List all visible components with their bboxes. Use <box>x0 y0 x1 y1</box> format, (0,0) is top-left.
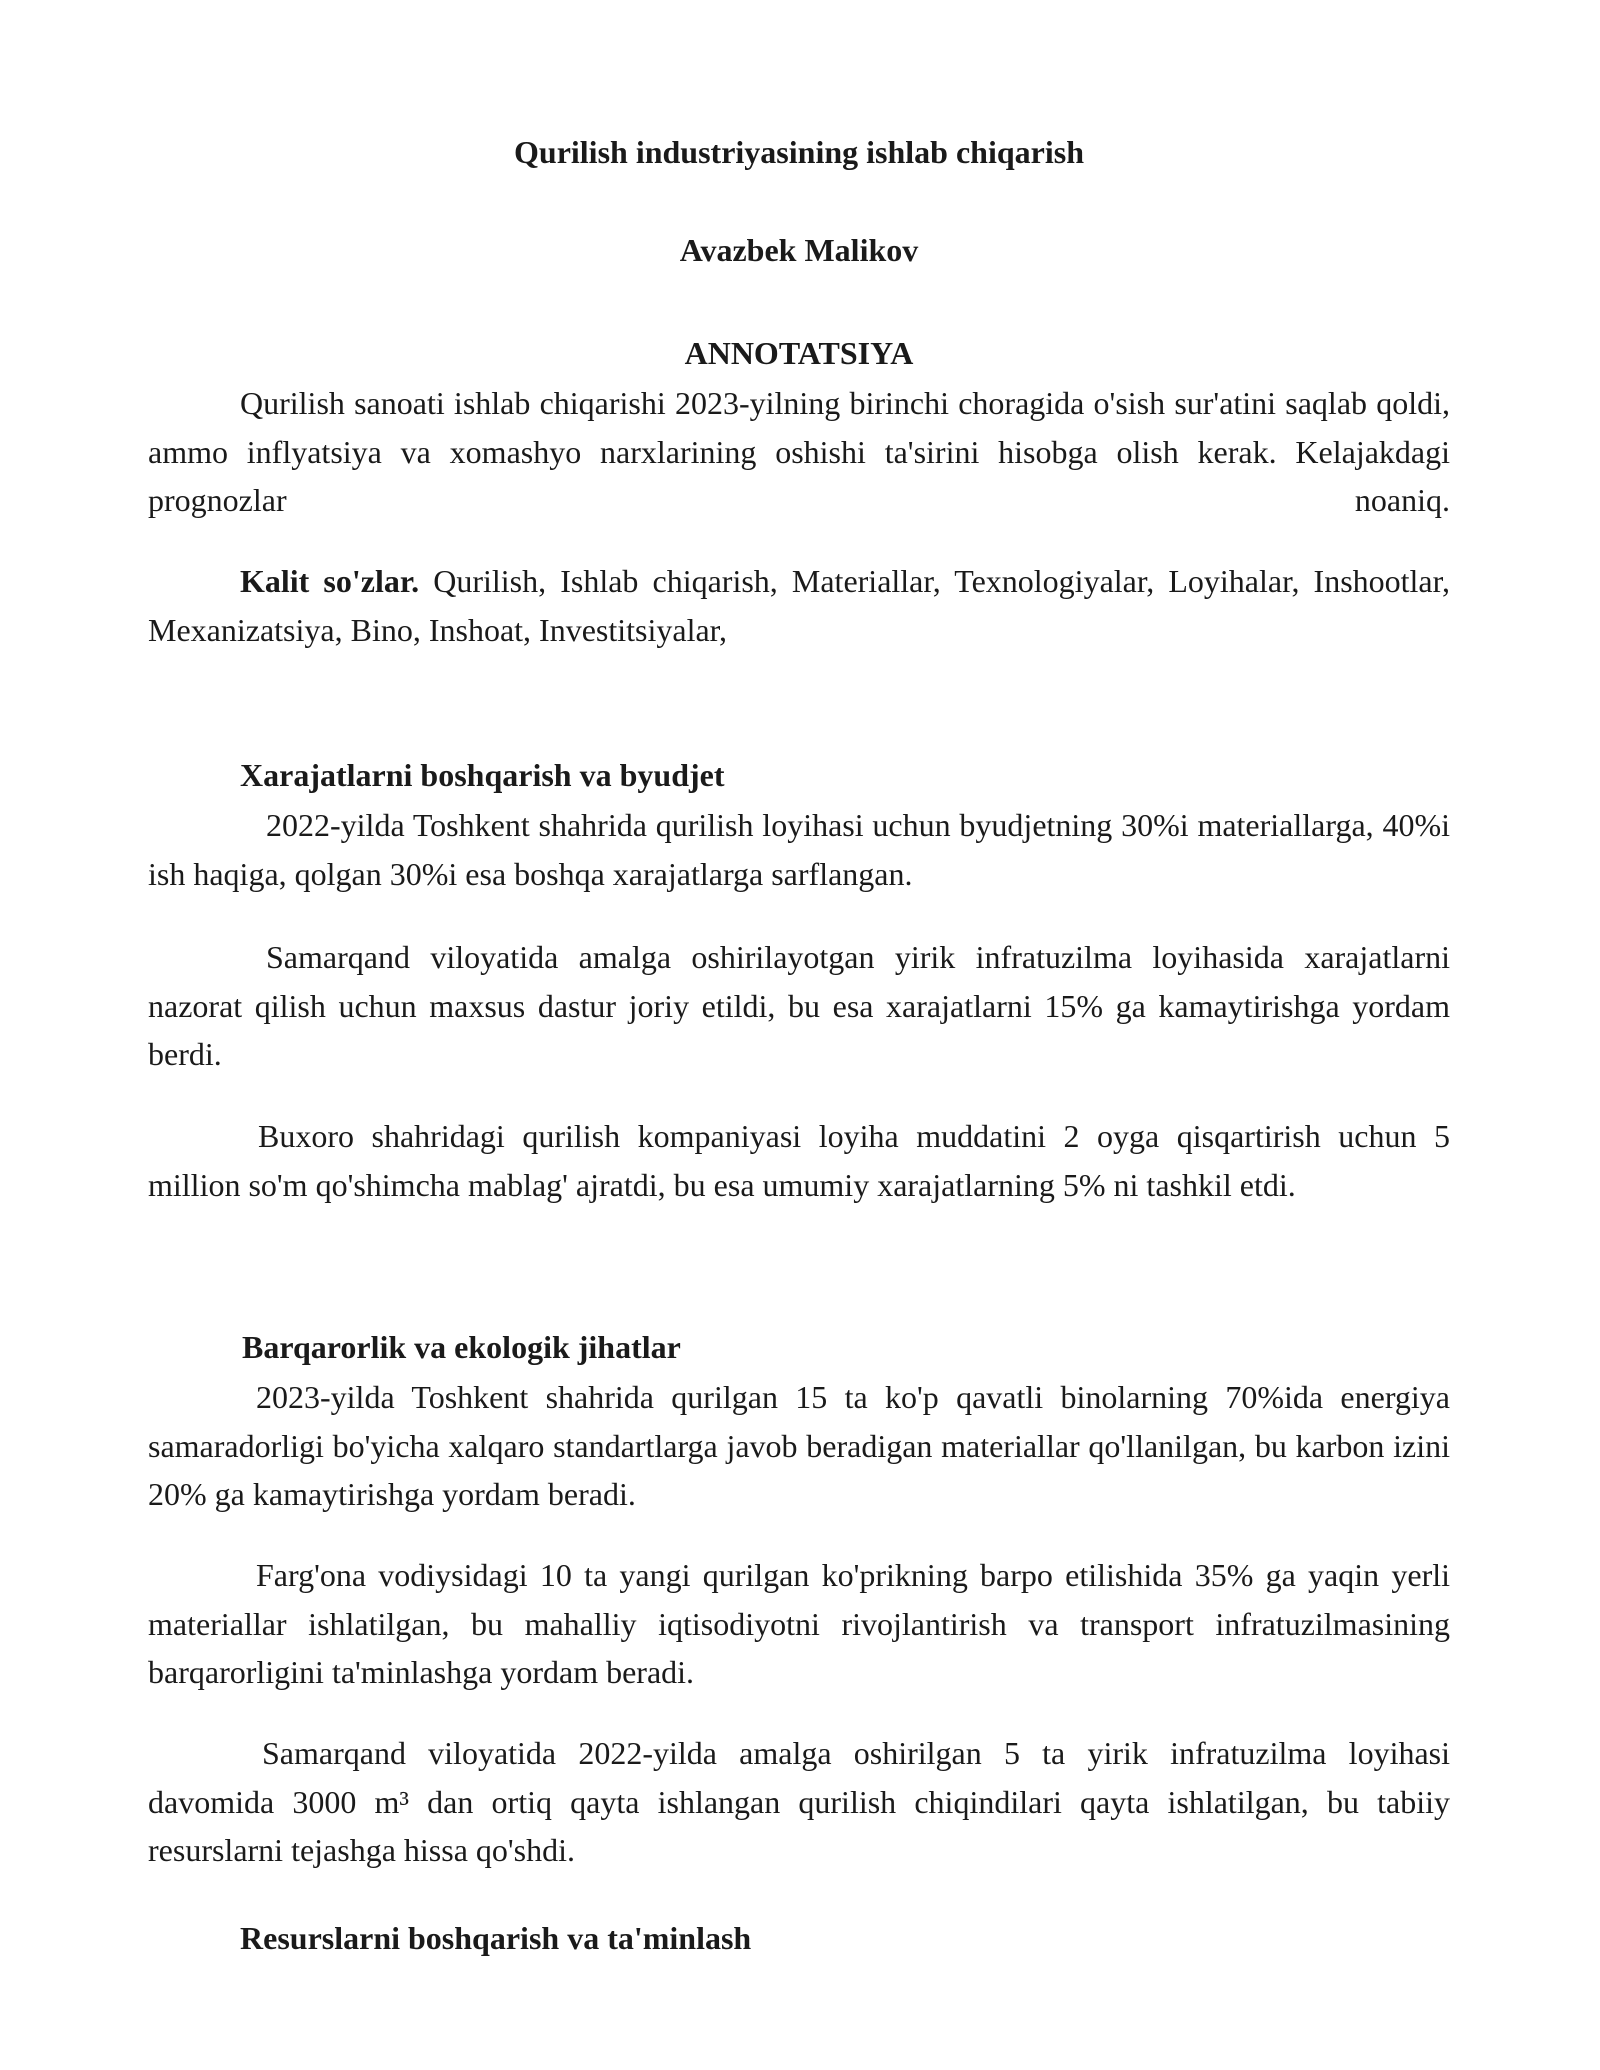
annotation-paragraph: Qurilish sanoati ishlab chiqarishi 2023-yilning birinchi choragida o'sish sur'atini saqlab qoldi, ammo inflyatsiya va xomashyo narxlarining oshishi ta'sirini hisobga olish kerak. Kelajakdagi prognozlar noaniq. <box>148 385 1450 518</box>
costs-paragraph-1: 2022-yilda Toshkent shahrida qurilish loyihasi uchun byudjetning 30%i materiallarga, 40%i ish haqiga, qolgan 30%i esa boshqa xarajatlarga sarflangan. <box>148 807 1450 892</box>
keywords-list: Qurilish, Ishlab chiqarish, Materiallar, Texnologiyalar, Loyihalar, Inshootlar, Mexanizatsiya, Bino, Inshoat, Investitsiyalar, <box>148 563 1450 648</box>
sustainability-paragraph-1: 2023-yilda Toshkent shahrida qurilgan 15 ta ko'p qavatli binolarning 70%ida energiya samaradorligi bo'yicha xalqaro standartlarga javob beradigan materiallar qo'llanilgan, bu karbon izini 20% ga kamaytirishga yordam beradi. <box>148 1379 1450 1512</box>
section-heading-resources: Resurslarni boshqarish va ta'minlash <box>240 1920 752 1956</box>
costs-paragraph-2: Samarqand viloyatida amalga oshirilayotgan yirik infratuzilma loyihasida xarajatlarni nazorat qilish uchun maxsus dastur joriy etildi, bu esa xarajatlarni 15% ga kamaytirishga yordam berdi. <box>148 939 1450 1072</box>
keywords-label: Kalit so'zlar. <box>240 563 420 599</box>
section-heading-sustainability: Barqarorlik va ekologik jihatlar <box>242 1329 681 1365</box>
costs-paragraph-3: Buxoro shahridagi qurilish kompaniyasi loyiha muddatini 2 oyga qisqartirish uchun 5 million so'm qo'shimcha mablag' ajratdi, bu esa umumiy xarajatlarning 5% ni tashkil etdi. <box>148 1118 1450 1203</box>
sustainability-paragraph-3: Samarqand viloyatida 2022-yilda amalga oshirilgan 5 ta yirik infratuzilma loyihasi davomida 3000 m³ dan ortiq qayta ishlangan qurilish chiqindilari qayta ishlatilgan, bu tabiiy resurslarni tejashga hissa qo'shdi. <box>148 1735 1450 1868</box>
document-title: Qurilish industriyasining ishlab chiqarish <box>514 134 1084 170</box>
author-name: Avazbek Malikov <box>679 232 919 268</box>
sustainability-paragraph-2: Farg'ona vodiysidagi 10 ta yangi qurilgan ko'prikning barpo etilishida 35% ga yaqin yerli materiallar ishlatilgan, bu mahalliy iqtisodiyotni rivojlantirish va transport infratuzilmasining barqarorligini ta'minlashga yordam beradi. <box>148 1557 1450 1690</box>
section-heading-costs: Xarajatlarni boshqarish va byudjet <box>240 757 725 793</box>
annotation-heading: ANNOTATSIYA <box>684 335 914 371</box>
keywords-paragraph <box>148 557 1450 654</box>
